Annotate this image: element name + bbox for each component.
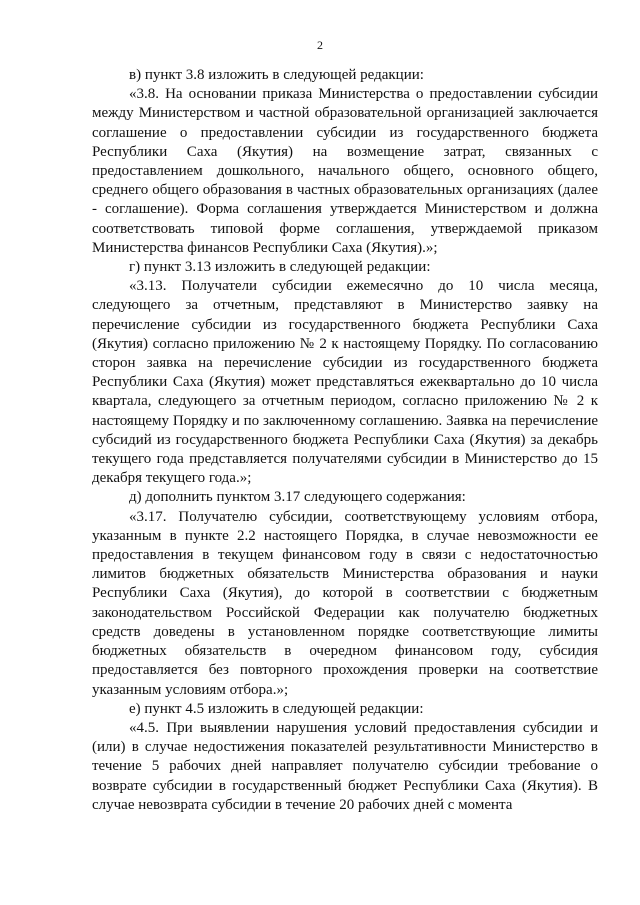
amendment-item-e: е) пункт 4.5 изложить в следующей редакции: [129, 700, 424, 717]
amendment-item-g: г) пункт 3.13 изложить в следующей редакции: [129, 259, 431, 276]
amendment-item-v: в) пункт 3.8 изложить в следующей редакции: [129, 67, 424, 83]
document-body [92, 66, 598, 815]
clause-3-8-text: «3.8. На основании приказа Министерства о предоставлении субсидии между Министерством и частной образовательной организацией заключается соглашение о предоставлении субсидии из государственного бюджета Республики Саха (Якутия) на возмещение затрат, связанных с предоставлением дошкольного, начального общего, основного общего, среднего общего образования в частных образовательных организациях (далее - соглашение). Форма соглашения утверждается Министерством и должна соответствовать типовой форме соглашения, утверждаемой приказом Министерства финансов Республики Саха (Якутия).»; [92, 86, 598, 256]
clause-3-17-text: «3.17. Получателю субсидии, соответствующему условиям отбора, указанным в пункте 2.2 настоящего Порядка, в случае невозможности ее предоставления в текущем финансовом году в связи с недостаточностью лимитов бюджетных обязательств Министерства образования и науки Республики Саха (Якутия), до которой в соответствии с бюджетным законодательством Российской Федерации как получателю бюджетных средств доведены в установленном порядке соответствующие лимиты бюджетных обязательств в очередном финансовом году, субсидия предоставляется без повторного прохождения проверки на соответствие указанным условиям отбора.»; [92, 508, 598, 698]
page-number: 2 [317, 38, 323, 52]
amendment-item-d: д) дополнить пунктом 3.17 следующего содержания: [129, 489, 466, 506]
clause-3-13-text: «3.13. Получатели субсидии ежемесячно до 10 числа месяца, следующего за отчетным, представляют в Министерство заявку на перечисление субсидии из государственного бюджета Республики Саха (Якутия) согласно приложению № 2 к настоящему Порядку. По согласованию сторон заявка на перечисление субсидии из государственного бюджета Республики Саха (Якутия) может представляться ежеквартально до 10 числа квартала, следующего за отчетным периодом, согласно приложению № 2 к настоящему Порядку и по заключенному соглашению. Заявка на перечисление субсидий из государственного бюджета Республики Саха (Якутия) за декабрь текущего года представляется получателями субсидии в Министерство до 15 декабря текущего года.»; [92, 278, 598, 487]
clause-4-5-text: «4.5. При выявлении нарушения условий предоставления субсидии и (или) в случае недостижения показателей результативности Министерство в течение 5 рабочих дней направляет получателю субсидии требование о возврате субсидии в государственный бюджет Республики Саха (Якутия). В случае невозврата субсидии в течение 20 рабочих дней с момента [92, 719, 598, 813]
